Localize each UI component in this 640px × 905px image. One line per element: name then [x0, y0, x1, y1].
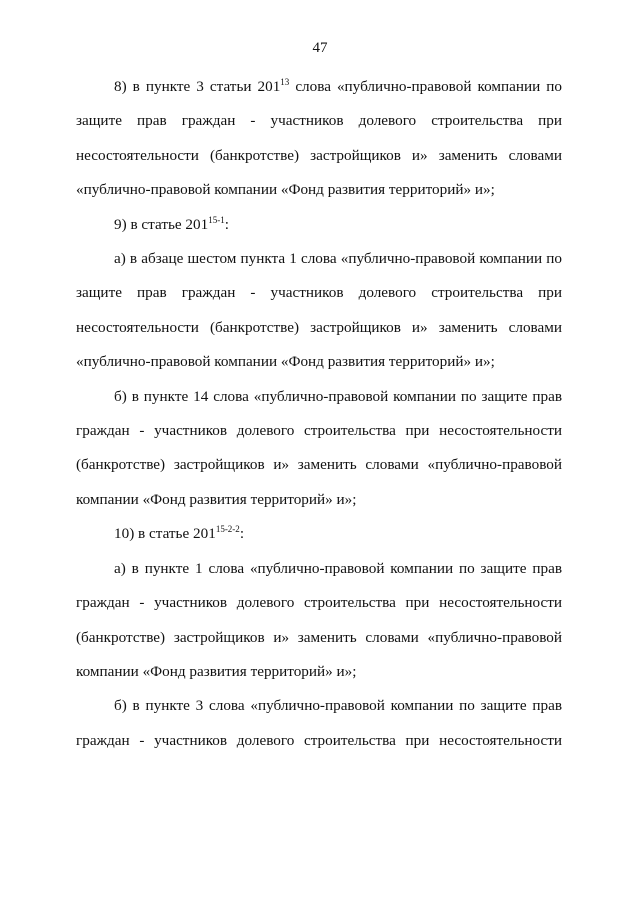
paragraph-item-10b: [76, 689, 562, 758]
paragraph-item-9: [76, 208, 562, 242]
text-line: б) в пункте 14 слова «публично-правовой компании по защите прав: [114, 387, 562, 405]
text-line: компании «Фонд развития территорий» и»;: [76, 490, 357, 508]
text-line: защите прав граждан - участников долевого строительства при: [76, 284, 562, 302]
paragraph-item-9b: [76, 380, 562, 518]
document-body: [76, 70, 562, 758]
text-line: защите прав граждан - участников долевого строительства при: [76, 112, 562, 130]
text-line: (банкротстве) застройщиков и» заменить словами «публично-правовой: [76, 628, 562, 646]
text-line: «публично-правовой компании «Фонд развития территорий» и»;: [76, 181, 495, 199]
text-line: несостоятельности (банкротстве) застройщиков и» заменить словами: [76, 318, 562, 336]
superscript: 13: [280, 77, 290, 87]
text-line: а) в пункте 1 слова «публично-правовой компании по защите прав: [114, 559, 562, 577]
text-line: (банкротстве) застройщиков и» заменить словами «публично-правовой: [76, 456, 562, 474]
superscript: 15-1: [208, 214, 225, 225]
text-line: компании «Фонд развития территорий» и»;: [76, 662, 357, 680]
paragraph-item-10a: [76, 552, 562, 690]
text-line: граждан - участников долевого строительства при несостоятельности: [76, 422, 562, 440]
superscript: 15-2-2: [215, 524, 240, 535]
paragraph-item-8: [76, 70, 562, 208]
page-number: 47: [312, 40, 328, 56]
text-line: граждан - участников долевого строительства при несостоятельности: [76, 731, 562, 749]
text-line: а) в абзаце шестом пункта 1 слова «публично-правовой компании по: [114, 250, 562, 268]
text-line: граждан - участников долевого строительства при несостоятельности: [76, 594, 562, 612]
text-line: 8) в пункте 3 статьи $201^{13}$ слова «публично-правовой компании по: [114, 77, 562, 95]
text-line: 10) в статье 201$^{15-2-2}$:: [114, 524, 245, 543]
text-line: несостоятельности (банкротстве) застройщиков и» заменить словами: [76, 146, 562, 164]
text-line: «публично-правовой компании «Фонд развития территорий» и»;: [76, 353, 495, 371]
text-line: 9) в статье 201$^{15-1}$:: [114, 214, 229, 233]
paragraph-item-9a: [76, 242, 562, 380]
paragraph-item-10: [76, 517, 562, 551]
text-line: б) в пункте 3 слова «публично-правовой компании по защите прав: [114, 697, 562, 715]
